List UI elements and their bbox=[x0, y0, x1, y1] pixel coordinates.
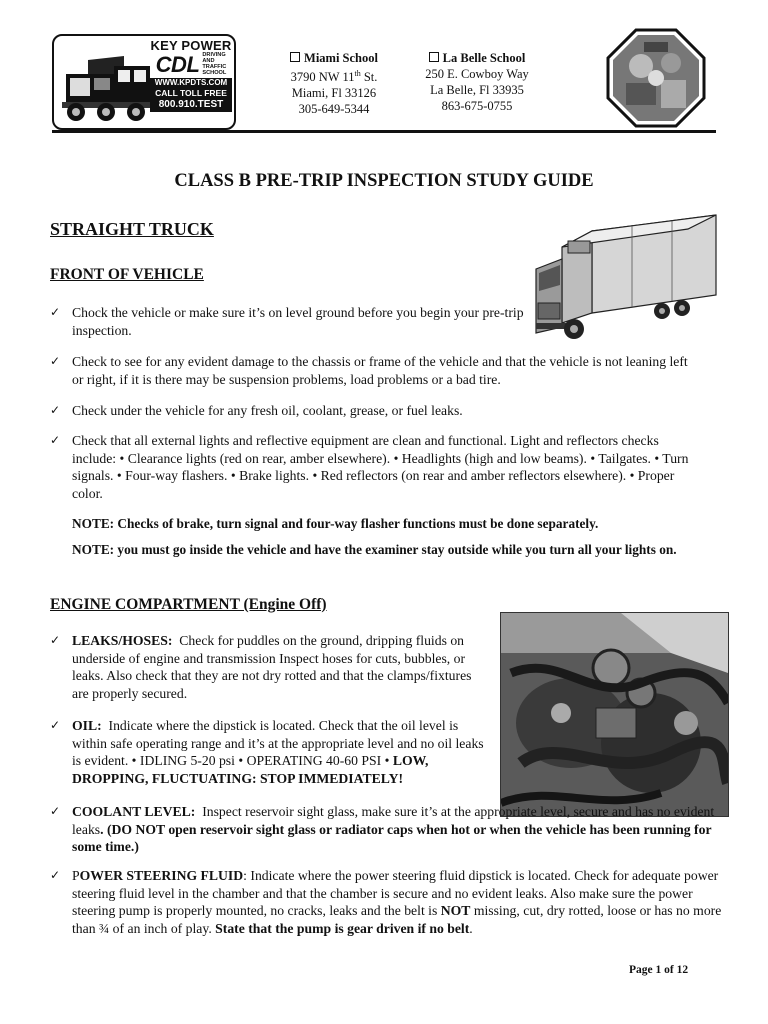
note-text: NOTE: you must go inside the vehicle and have the examiner stay outside while you turn all your lights on. bbox=[72, 542, 677, 557]
logo-subtitle: DRIVING AND TRAFFIC SCHOOL bbox=[202, 52, 227, 76]
straight-truck-illustration bbox=[532, 211, 718, 347]
miami-school-address bbox=[259, 50, 409, 117]
checkmark-icon: ✓ bbox=[50, 633, 61, 647]
checkmark-icon: ✓ bbox=[50, 354, 61, 368]
school-phone: 305-649-5344 bbox=[298, 102, 370, 117]
list-item: ✓ Check to see for any evident damage to the chassis or frame of the vehicle and that the vehicle is not leaning left or right, if it is there may be suspension problems, load problems or a bad tire. bbox=[50, 354, 688, 387]
page-title: CLASS B PRE-TRIP INSPECTION STUDY GUIDE bbox=[174, 171, 594, 191]
school-phone: 863-675-0755 bbox=[441, 99, 513, 113]
checkmark-icon: ✓ bbox=[50, 305, 61, 319]
list-item: ✓ Check that all external lights and reflective equipment are clean and functional. Light and reflectors checks include: • Clearance lights (red on rear, amber elsewhere). • Headlights (high and low beams). • Tailgates. • Turn signals. • Four-way flashers. • Brake lights. • Red reflectors (on rear and amber reflectors elsewhere). • Proper color. bbox=[50, 433, 689, 501]
school-street: 3790 NW 11th St. bbox=[290, 69, 378, 85]
checkbox-icon bbox=[290, 52, 300, 62]
logo-website: WWW.KPDTS.COM bbox=[150, 78, 232, 88]
coolant-item: ✓ COOLANT LEVEL: Inspect reservoir sight glass, make sure it’s at the appropriate level, secure and has no evident leaks. (DO NOT open reservoir sight glass or radiator caps when hot or when the vehicle has been running for some time.) bbox=[50, 804, 715, 855]
page-number: Page 1 of 12 bbox=[629, 964, 689, 976]
note-text: NOTE: Checks of brake, turn signal and four-way flasher functions must be done separately. bbox=[72, 516, 599, 531]
school-city: Miami, Fl 33126 bbox=[291, 86, 377, 101]
oil-item: ✓ OIL: Indicate where the dipstick is located. Check that the oil level is within safe operating range and it’s at the appropriate level and no oil leaks is evident. • IDLING 5-20 psi • OPERATING 40-60 PSI • LOW, DROPPING, FLUCTUATING: STOP IMMEDIATELY! bbox=[50, 718, 484, 786]
logo-text bbox=[150, 39, 232, 112]
school-logo bbox=[52, 34, 236, 130]
engine-compartment-heading: ENGINE COMPARTMENT (Engine Off) bbox=[50, 596, 327, 613]
octagon-photo-seal-icon bbox=[606, 28, 706, 128]
header-divider bbox=[52, 130, 716, 133]
checkmark-icon: ✓ bbox=[50, 718, 61, 732]
school-name: La Belle School bbox=[442, 51, 526, 65]
logo-brand-top: KEY POWER bbox=[150, 38, 232, 53]
truck-logo-icon bbox=[58, 52, 154, 124]
power-steering-item: ✓ POWER STEERING FLUID: Indicate where the power steering fluid dipstick is located. Check for adequate power steering fluid level in the chamber and that the chamber is secure and no evident leaks. Also make sure the power steering pump is properly mounted, no cracks, leaks and the belt is NOT missing, cut, dry rotted, loose or has no more than ¾ of an inch of play. State that the pump is gear driven if no belt. bbox=[50, 868, 722, 936]
checkmark-icon: ✓ bbox=[50, 804, 61, 818]
section-title: STRAIGHT TRUCK bbox=[50, 219, 214, 239]
logo-toll-label: CALL TOLL FREE bbox=[150, 88, 232, 99]
list-item: ✓ Chock the vehicle or make sure it’s on level ground before you begin your pre-trip inspection. bbox=[50, 305, 524, 338]
logo-toll-number: 800.910.TEST bbox=[150, 99, 232, 112]
school-name: Miami School bbox=[304, 51, 378, 65]
list-item: ✓ Check under the vehicle for any fresh oil, coolant, grease, or fuel leaks. bbox=[50, 403, 463, 418]
school-street: 250 E. Cowboy Way bbox=[425, 67, 529, 81]
checkbox-icon bbox=[429, 52, 439, 62]
checkmark-icon: ✓ bbox=[50, 868, 61, 882]
engine-photo bbox=[500, 612, 729, 817]
labelle-school-address bbox=[402, 50, 552, 114]
leaks-hoses-item: ✓ LEAKS/HOSES: Check for puddles on the ground, dripping fluids on underside of engine and transmission Inspect hoses for cuts, bubbles, or leaks. Also check that they are not dry rotted and that the clamps/fixtures are properly secured. bbox=[50, 633, 472, 701]
logo-cdl: CDL bbox=[155, 51, 200, 77]
front-of-vehicle-heading: FRONT OF VEHICLE bbox=[50, 266, 204, 283]
checkmark-icon: ✓ bbox=[50, 403, 61, 417]
school-city: La Belle, Fl 33935 bbox=[430, 83, 524, 97]
checkmark-icon: ✓ bbox=[50, 433, 61, 447]
